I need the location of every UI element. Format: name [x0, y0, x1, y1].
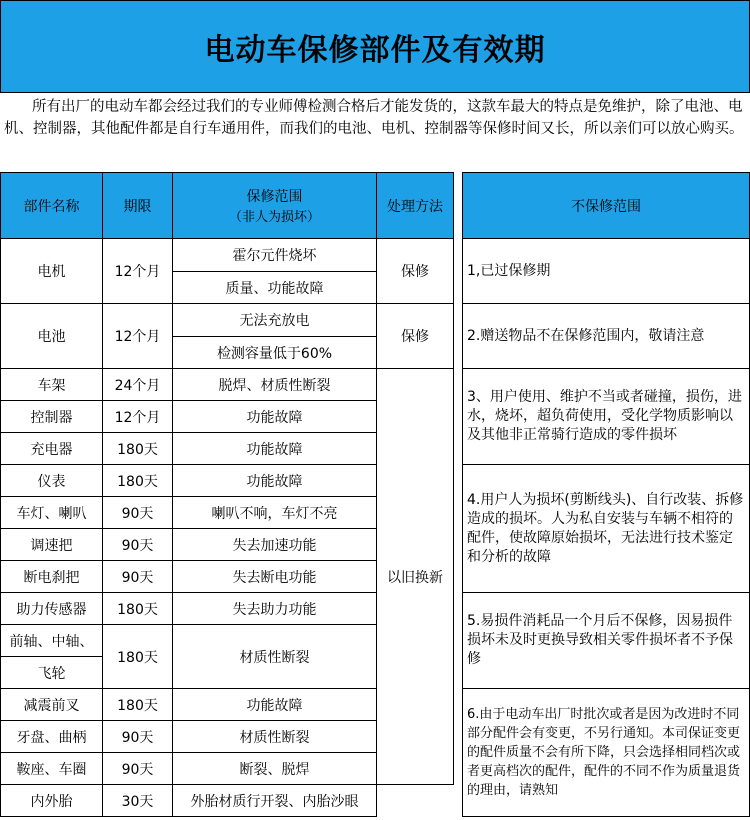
method-replace: 以旧换新: [377, 369, 454, 785]
exclusion-3: 3、用户使用、维护不当或者碰撞，损伤，进水，烧坏，超负荷使用，受化学物质影响以及其他非正常骑行造成的零件损坏: [463, 369, 750, 465]
table-row: [1, 369, 750, 401]
part-axle-1: 前轴、中轴、: [1, 625, 103, 657]
warranty-table: [0, 172, 750, 817]
part-controller: 控制器: [1, 401, 103, 433]
part-sensor: 助力传感器: [1, 593, 103, 625]
scope-battery-2: 检测容量低于60%: [173, 337, 377, 369]
header-scope: [173, 173, 377, 239]
scope-sensor: 失去助力功能: [173, 593, 377, 625]
table-row: [1, 689, 750, 721]
part-throttle: 调速把: [1, 529, 103, 561]
part-meter: 仪表: [1, 465, 103, 497]
scope-motor-2: 质量、功能故障: [173, 272, 377, 304]
term-throttle: 90天: [103, 529, 173, 561]
part-saddle: 鞍座、车圈: [1, 753, 103, 785]
page-title: 电动车保修部件及有效期: [0, 0, 750, 93]
scope-lights: 喇叭不响，车灯不亮: [173, 497, 377, 529]
term-sensor: 180天: [103, 593, 173, 625]
scope-saddle: 断裂、脱焊: [173, 753, 377, 785]
scope-charger: 功能故障: [173, 433, 377, 465]
part-lights: 车灯、喇叭: [1, 497, 103, 529]
exclusion-1: 1,已过保修期: [463, 239, 750, 304]
part-tire: 内外胎: [1, 785, 103, 817]
scope-crank: 材质性断裂: [173, 721, 377, 753]
term-frame: 24个月: [103, 369, 173, 401]
term-crank: 90天: [103, 721, 173, 753]
term-axle: 180天: [103, 625, 173, 689]
term-saddle: 90天: [103, 753, 173, 785]
scope-brake: 失去断电功能: [173, 561, 377, 593]
term-meter: 180天: [103, 465, 173, 497]
term-controller: 12个月: [103, 401, 173, 433]
term-battery: 12个月: [103, 304, 173, 369]
term-lights: 90天: [103, 497, 173, 529]
header-exclusions: 不保修范围: [463, 173, 750, 239]
header-term: 期限: [103, 173, 173, 239]
method-battery: 保修: [377, 304, 454, 369]
term-fork: 180天: [103, 689, 173, 721]
scope-motor-1: 霍尔元件烧坏: [173, 239, 377, 272]
method-motor: 保修: [377, 239, 454, 304]
table-row: [1, 465, 750, 497]
term-motor: 12个月: [103, 239, 173, 304]
term-brake: 90天: [103, 561, 173, 593]
header-scope-title: 保修范围: [246, 189, 303, 205]
part-crank: 牙盘、曲柄: [1, 721, 103, 753]
exclusion-4: 4.用户人为损坏(剪断线头)、自行改装、拆修造成的损坏。人为私自安装与车辆不相符的配件，使故障原始损坏，无法进行技术鉴定和分析的故障: [463, 465, 750, 593]
scope-controller: 功能故障: [173, 401, 377, 433]
table-row: [1, 304, 750, 337]
scope-frame: 脱焊、材质性断裂: [173, 369, 377, 401]
exclusion-2: 2.赠送物品不在保修范围内，敬请注意: [463, 304, 750, 369]
exclusion-6: 6.由于电动车出厂时批次或者是因为改进时不同部分配件会有变更，不另行通知。本司保证变更的配件质量不会有所下降，只会选择相同档次或者更高档次的配件，配件的不同不作为质量退货的理由，请熟知: [463, 689, 750, 817]
term-tire: 30天: [103, 785, 173, 817]
scope-battery-1: 无法充放电: [173, 304, 377, 337]
scope-throttle: 失去加速功能: [173, 529, 377, 561]
part-fork: 减震前叉: [1, 689, 103, 721]
header-scope-sub: （非人为损坏）: [228, 210, 320, 225]
scope-fork: 功能故障: [173, 689, 377, 721]
part-charger: 充电器: [1, 433, 103, 465]
table-row: [1, 239, 750, 272]
header-part: 部件名称: [1, 173, 103, 239]
header-row: [1, 173, 750, 239]
part-axle-2: 飞轮: [1, 657, 103, 689]
header-method: 处理方法: [377, 173, 454, 239]
table-row: [1, 593, 750, 625]
column-separator: [454, 173, 463, 785]
intro-paragraph: 所有出厂的电动车都会经过我们的专业师傅检测合格后才能发货的，这款车最大的特点是免维护，除了电池、电机、控制器，其他配件都是自行车通用件，而我们的电池、电机、控制器等保修时间又长，所以亲们可以放心购买。: [4, 99, 744, 137]
part-battery: 电池: [1, 304, 103, 369]
part-motor: 电机: [1, 239, 103, 304]
scope-axle: 材质性断裂: [173, 625, 377, 689]
scope-tire: 外胎材质行开裂、内胎沙眼: [173, 785, 377, 817]
term-charger: 180天: [103, 433, 173, 465]
exclusion-5: 5.易损件消耗品一个月后不保修，因易损件损坏未及时更换导致相关零件损坏者不予保修: [463, 593, 750, 689]
part-brake: 断电刹把: [1, 561, 103, 593]
scope-meter: 功能故障: [173, 465, 377, 497]
part-frame: 车架: [1, 369, 103, 401]
